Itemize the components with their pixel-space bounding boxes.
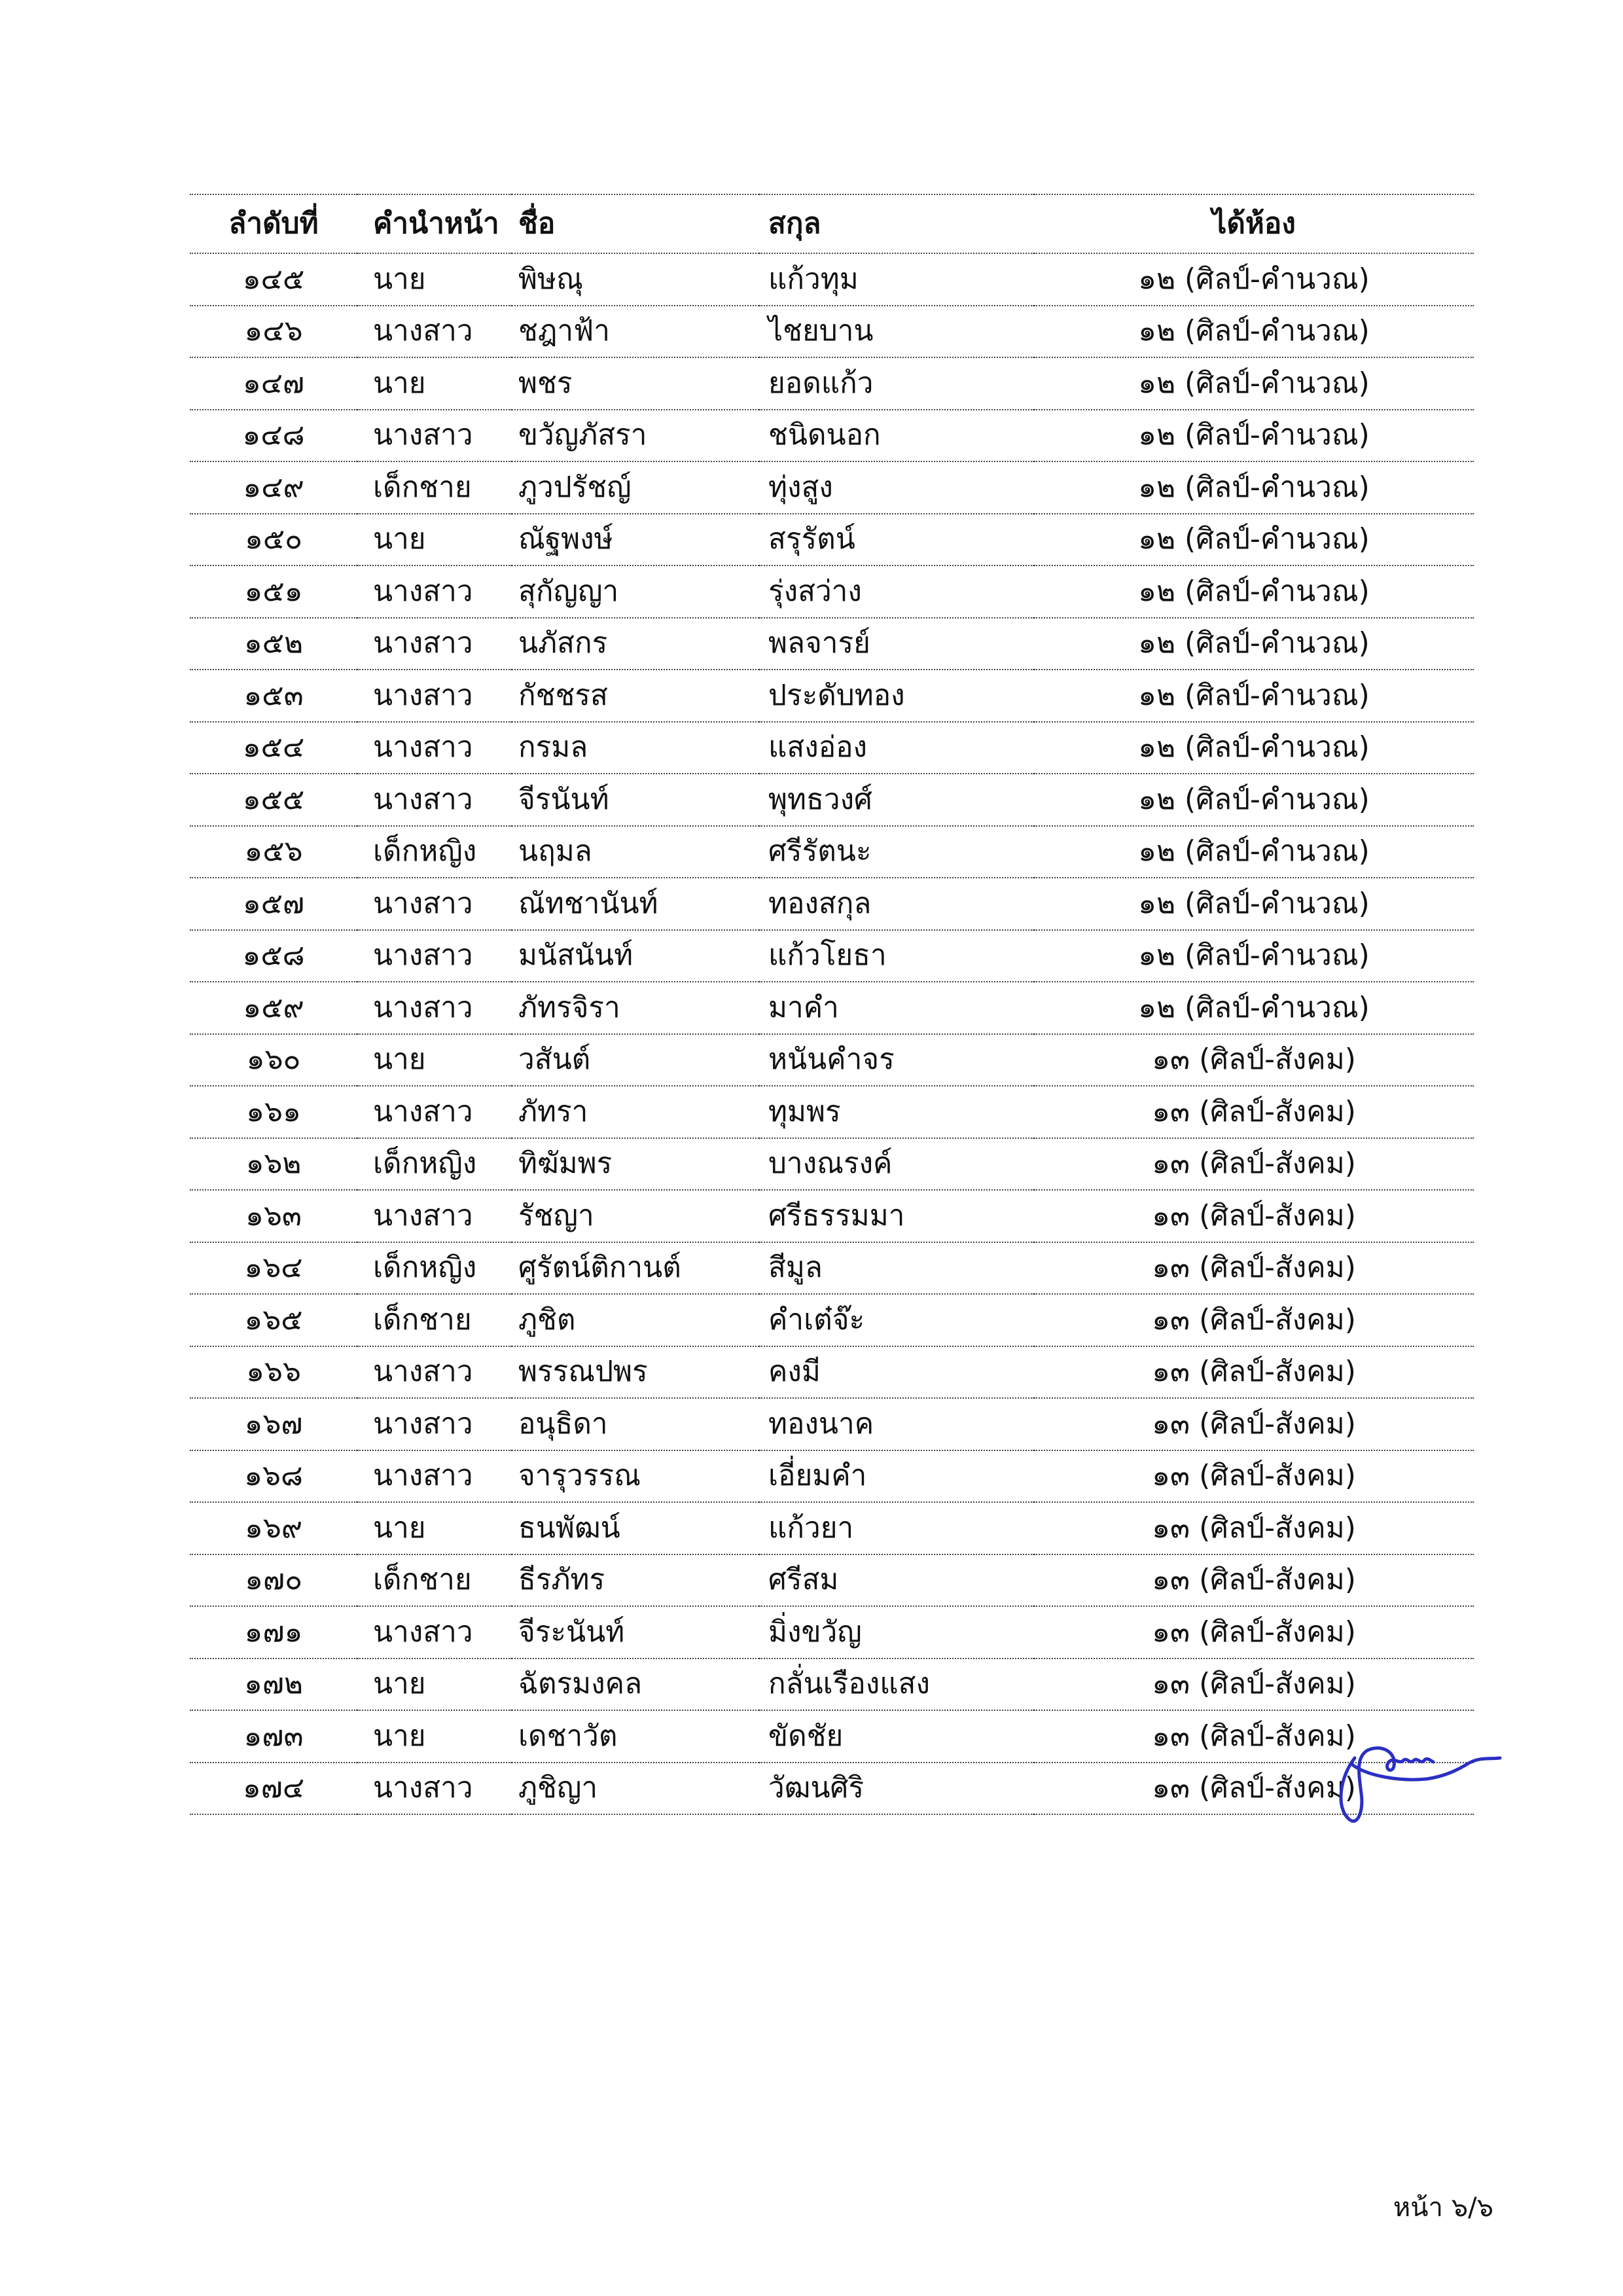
last-name-cell: ศรีธรรมมา [759, 1190, 1034, 1242]
title-prefix-cell: นาย [357, 1659, 512, 1711]
table-row [190, 1450, 1474, 1503]
order-number-cell: ๑๕๖ [190, 826, 357, 878]
title-prefix-cell: นาย [357, 253, 512, 306]
order-number-cell: ๑๕๕ [190, 774, 357, 826]
title-prefix-cell: นาย [357, 514, 512, 566]
order-number-cell: ๑๖๑ [190, 1086, 357, 1138]
order-number-cell: ๑๕๔ [190, 722, 357, 774]
first-name-cell: วสันต์ [512, 1034, 759, 1086]
page-number: หน้า ๖/๖ [1393, 2193, 1493, 2223]
title-prefix-cell: เด็กหญิง [357, 1242, 512, 1295]
table-row [190, 1138, 1474, 1191]
order-number-cell: ๑๗๐ [190, 1554, 357, 1607]
assigned-room-cell: ๑๓ (ศิลป์-สังคม) [1034, 1346, 1474, 1399]
title-prefix-cell: นางสาว [357, 410, 512, 462]
assigned-room-cell: ๑๓ (ศิลป์-สังคม) [1034, 1606, 1474, 1659]
first-name-cell: เดชาวัต [512, 1710, 759, 1763]
last-name-cell: สรุรัตน์ [759, 514, 1034, 566]
assigned-room-cell: ๑๓ (ศิลป์-สังคม) [1034, 1294, 1474, 1346]
title-prefix-cell: นาย [357, 1710, 512, 1763]
title-prefix-cell: นางสาว [357, 670, 512, 722]
assigned-room-cell: ๑๒ (ศิลป์-คำนวณ) [1034, 774, 1474, 826]
order-number-cell: ๑๕๙ [190, 982, 357, 1034]
assigned-room-cell: ๑๓ (ศิลป์-สังคม) [1034, 1138, 1474, 1191]
last-name-cell: ทองนาค [759, 1398, 1034, 1450]
order-number-cell: ๑๗๓ [190, 1710, 357, 1763]
table-row [190, 357, 1474, 410]
last-name-cell: ประดับทอง [759, 670, 1034, 722]
last-name-cell: วัฒนศิริ [759, 1763, 1034, 1815]
table-row [190, 410, 1474, 462]
title-prefix-cell: นางสาว [357, 982, 512, 1034]
assigned-room-cell: ๑๒ (ศิลป์-คำนวณ) [1034, 253, 1474, 306]
order-number-cell: ๑๖๕ [190, 1294, 357, 1346]
table-row [190, 514, 1474, 566]
first-name-cell: ภูชิต [512, 1294, 759, 1346]
last-name-cell: ขัดชัย [759, 1710, 1034, 1763]
assigned-room-cell: ๑๓ (ศิลป์-สังคม) [1034, 1190, 1474, 1242]
title-prefix-cell: นางสาว [357, 1398, 512, 1450]
title-prefix-cell: นางสาว [357, 1346, 512, 1399]
order-number-cell: ๑๗๔ [190, 1763, 357, 1815]
first-name-cell: ธีรภัทร [512, 1554, 759, 1607]
last-name-cell: ชนิดนอก [759, 410, 1034, 462]
last-name-cell: รุ่งสว่าง [759, 565, 1034, 618]
order-number-cell: ๑๔๗ [190, 357, 357, 410]
order-number-cell: ๑๗๑ [190, 1606, 357, 1659]
last-name-cell: ศรีรัตนะ [759, 826, 1034, 878]
title-prefix-cell: นาย [357, 1034, 512, 1086]
title-prefix-cell: เด็กหญิง [357, 1138, 512, 1191]
table-row [190, 1398, 1474, 1450]
assigned-room-cell: ๑๒ (ศิลป์-คำนวณ) [1034, 410, 1474, 462]
order-number-cell: ๑๕๘ [190, 930, 357, 982]
last-name-cell: มิ่งขวัญ [759, 1606, 1034, 1659]
assigned-room-cell: ๑๒ (ศิลป์-คำนวณ) [1034, 930, 1474, 982]
title-prefix-cell: นางสาว [357, 930, 512, 982]
student-room-table [190, 194, 1474, 1815]
order-number-cell: ๑๖๙ [190, 1502, 357, 1554]
order-number-cell: ๑๖๖ [190, 1346, 357, 1399]
first-name-cell: ฉัตรมงคล [512, 1659, 759, 1711]
title-prefix-cell: นาย [357, 1502, 512, 1554]
assigned-room-cell: ๑๒ (ศิลป์-คำนวณ) [1034, 514, 1474, 566]
order-number-cell: ๑๖๐ [190, 1034, 357, 1086]
assigned-room-cell: ๑๓ (ศิลป์-สังคม) [1034, 1034, 1474, 1086]
title-prefix-cell: นางสาว [357, 722, 512, 774]
order-number-cell: ๑๔๖ [190, 306, 357, 358]
last-name-cell: คำเต๋จ๊ะ [759, 1294, 1034, 1346]
table-row [190, 670, 1474, 722]
assigned-room-cell: ๑๒ (ศิลป์-คำนวณ) [1034, 670, 1474, 722]
table-row [190, 722, 1474, 774]
table-row [190, 1086, 1474, 1138]
assigned-room-cell: ๑๓ (ศิลป์-สังคม) [1034, 1086, 1474, 1138]
last-name-cell: บางณรงค์ [759, 1138, 1034, 1191]
last-name-cell: แก้วโยธา [759, 930, 1034, 982]
title-prefix-cell: นางสาว [357, 1606, 512, 1659]
title-prefix-cell: นางสาว [357, 565, 512, 618]
title-prefix-cell: เด็กหญิง [357, 826, 512, 878]
assigned-room-cell: ๑๒ (ศิลป์-คำนวณ) [1034, 878, 1474, 930]
last-name-cell: สีมูล [759, 1242, 1034, 1295]
title-prefix-cell: นางสาว [357, 618, 512, 670]
order-number-cell: ๑๗๒ [190, 1659, 357, 1711]
header-last-name: สกุล [759, 194, 1034, 253]
title-prefix-cell: เด็กชาย [357, 1554, 512, 1607]
table-row [190, 253, 1474, 306]
first-name-cell: กัชชรส [512, 670, 759, 722]
header-assigned-room: ได้ห้อง [1034, 194, 1474, 253]
title-prefix-cell: นางสาว [357, 1086, 512, 1138]
title-prefix-cell: นางสาว [357, 1450, 512, 1503]
table-row [190, 565, 1474, 618]
assigned-room-cell: ๑๓ (ศิลป์-สังคม) [1034, 1710, 1474, 1763]
assigned-room-cell: ๑๓ (ศิลป์-สังคม) [1034, 1659, 1474, 1711]
table-row [190, 461, 1474, 514]
order-number-cell: ๑๖๘ [190, 1450, 357, 1503]
first-name-cell: ภูวปรัชญ์ [512, 461, 759, 514]
order-number-cell: ๑๔๘ [190, 410, 357, 462]
assigned-room-cell: ๑๒ (ศิลป์-คำนวณ) [1034, 461, 1474, 514]
title-prefix-cell: เด็กชาย [357, 461, 512, 514]
assigned-room-cell: ๑๒ (ศิลป์-คำนวณ) [1034, 722, 1474, 774]
table-row [190, 1294, 1474, 1346]
last-name-cell: คงมี [759, 1346, 1034, 1399]
first-name-cell: กรมล [512, 722, 759, 774]
table-row [190, 1346, 1474, 1399]
order-number-cell: ๑๕๐ [190, 514, 357, 566]
table-row [190, 1034, 1474, 1086]
table-header-row [190, 194, 1474, 253]
order-number-cell: ๑๕๗ [190, 878, 357, 930]
first-name-cell: ขวัญภัสรา [512, 410, 759, 462]
last-name-cell: กลั่นเรืองแสง [759, 1659, 1034, 1711]
first-name-cell: ชฎาฟ้า [512, 306, 759, 358]
first-name-cell: จารุวรรณ [512, 1450, 759, 1503]
header-title-prefix: คำนำหน้า [357, 194, 512, 253]
title-prefix-cell: นางสาว [357, 1763, 512, 1815]
table-row [190, 878, 1474, 930]
assigned-room-cell: ๑๒ (ศิลป์-คำนวณ) [1034, 982, 1474, 1034]
assigned-room-cell: ๑๒ (ศิลป์-คำนวณ) [1034, 357, 1474, 410]
first-name-cell: พรรณปพร [512, 1346, 759, 1399]
header-first-name: ชื่อ [512, 194, 759, 253]
assigned-room-cell: ๑๒ (ศิลป์-คำนวณ) [1034, 306, 1474, 358]
last-name-cell: ไชยบาน [759, 306, 1034, 358]
first-name-cell: ภัทรา [512, 1086, 759, 1138]
first-name-cell: จีรนันท์ [512, 774, 759, 826]
last-name-cell: ทุมพร [759, 1086, 1034, 1138]
first-name-cell: ทิฆัมพร [512, 1138, 759, 1191]
first-name-cell: ณัทชานันท์ [512, 878, 759, 930]
table-row [190, 1554, 1474, 1607]
last-name-cell: ทองสกุล [759, 878, 1034, 930]
table-row [190, 1659, 1474, 1711]
table-row [190, 1763, 1474, 1815]
order-number-cell: ๑๔๙ [190, 461, 357, 514]
signature-image [1329, 1731, 1505, 1829]
last-name-cell: ทุ่งสูง [759, 461, 1034, 514]
table-row [190, 826, 1474, 878]
order-number-cell: ๑๖๗ [190, 1398, 357, 1450]
first-name-cell: ธนพัฒน์ [512, 1502, 759, 1554]
assigned-room-cell: ๑๒ (ศิลป์-คำนวณ) [1034, 618, 1474, 670]
table-row [190, 1606, 1474, 1659]
first-name-cell: นภัสกร [512, 618, 759, 670]
last-name-cell: มาคำ [759, 982, 1034, 1034]
last-name-cell: เอี่ยมคำ [759, 1450, 1034, 1503]
order-number-cell: ๑๕๓ [190, 670, 357, 722]
last-name-cell: หนันคำจร [759, 1034, 1034, 1086]
last-name-cell: ศรีสม [759, 1554, 1034, 1607]
title-prefix-cell: นางสาว [357, 878, 512, 930]
table-row [190, 306, 1474, 358]
assigned-room-cell: ๑๓ (ศิลป์-สังคม) [1034, 1554, 1474, 1607]
assigned-room-cell: ๑๓ (ศิลป์-สังคม) [1034, 1242, 1474, 1295]
table-row [190, 1242, 1474, 1295]
first-name-cell: มนัสนันท์ [512, 930, 759, 982]
title-prefix-cell: นาย [357, 357, 512, 410]
table-row [190, 930, 1474, 982]
table-header [190, 194, 1474, 253]
first-name-cell: สุกัญญา [512, 565, 759, 618]
last-name-cell: ยอดแก้ว [759, 357, 1034, 410]
last-name-cell: พุทธวงศ์ [759, 774, 1034, 826]
order-number-cell: ๑๖๔ [190, 1242, 357, 1295]
assigned-room-cell: ๑๓ (ศิลป์-สังคม) [1034, 1398, 1474, 1450]
last-name-cell: แสงอ่อง [759, 722, 1034, 774]
order-number-cell: ๑๖๓ [190, 1190, 357, 1242]
order-number-cell: ๑๕๒ [190, 618, 357, 670]
last-name-cell: แก้วทุม [759, 253, 1034, 306]
table-row [190, 982, 1474, 1034]
first-name-cell: รัชญา [512, 1190, 759, 1242]
first-name-cell: พิษณุ [512, 253, 759, 306]
table-row [190, 1710, 1474, 1763]
first-name-cell: นฤมล [512, 826, 759, 878]
title-prefix-cell: นางสาว [357, 774, 512, 826]
order-number-cell: ๑๕๑ [190, 565, 357, 618]
order-number-cell: ๑๔๕ [190, 253, 357, 306]
first-name-cell: จีระนันท์ [512, 1606, 759, 1659]
table-row [190, 774, 1474, 826]
first-name-cell: พชร [512, 357, 759, 410]
last-name-cell: แก้วยา [759, 1502, 1034, 1554]
table-row [190, 1190, 1474, 1242]
assigned-room-cell: ๑๓ (ศิลป์-สังคม) [1034, 1502, 1474, 1554]
title-prefix-cell: เด็กชาย [357, 1294, 512, 1346]
assigned-room-cell: ๑๓ (ศิลป์-สังคม) [1034, 1450, 1474, 1503]
assigned-room-cell: ๑๓ (ศิลป์-สังคม) [1034, 1763, 1474, 1815]
last-name-cell: พลจารย์ [759, 618, 1034, 670]
table-row [190, 1502, 1474, 1554]
first-name-cell: ณัฐพงษ์ [512, 514, 759, 566]
title-prefix-cell: นางสาว [357, 306, 512, 358]
assigned-room-cell: ๑๒ (ศิลป์-คำนวณ) [1034, 826, 1474, 878]
title-prefix-cell: นางสาว [357, 1190, 512, 1242]
order-number-cell: ๑๖๒ [190, 1138, 357, 1191]
first-name-cell: ศูรัตน์ติกานต์ [512, 1242, 759, 1295]
first-name-cell: อนุธิดา [512, 1398, 759, 1450]
header-order-number: ลำดับที่ [190, 194, 357, 253]
first-name-cell: ภูชิญา [512, 1763, 759, 1815]
table-row [190, 618, 1474, 670]
assigned-room-cell: ๑๒ (ศิลป์-คำนวณ) [1034, 565, 1474, 618]
table-body [190, 253, 1474, 1814]
first-name-cell: ภัทรจิรา [512, 982, 759, 1034]
